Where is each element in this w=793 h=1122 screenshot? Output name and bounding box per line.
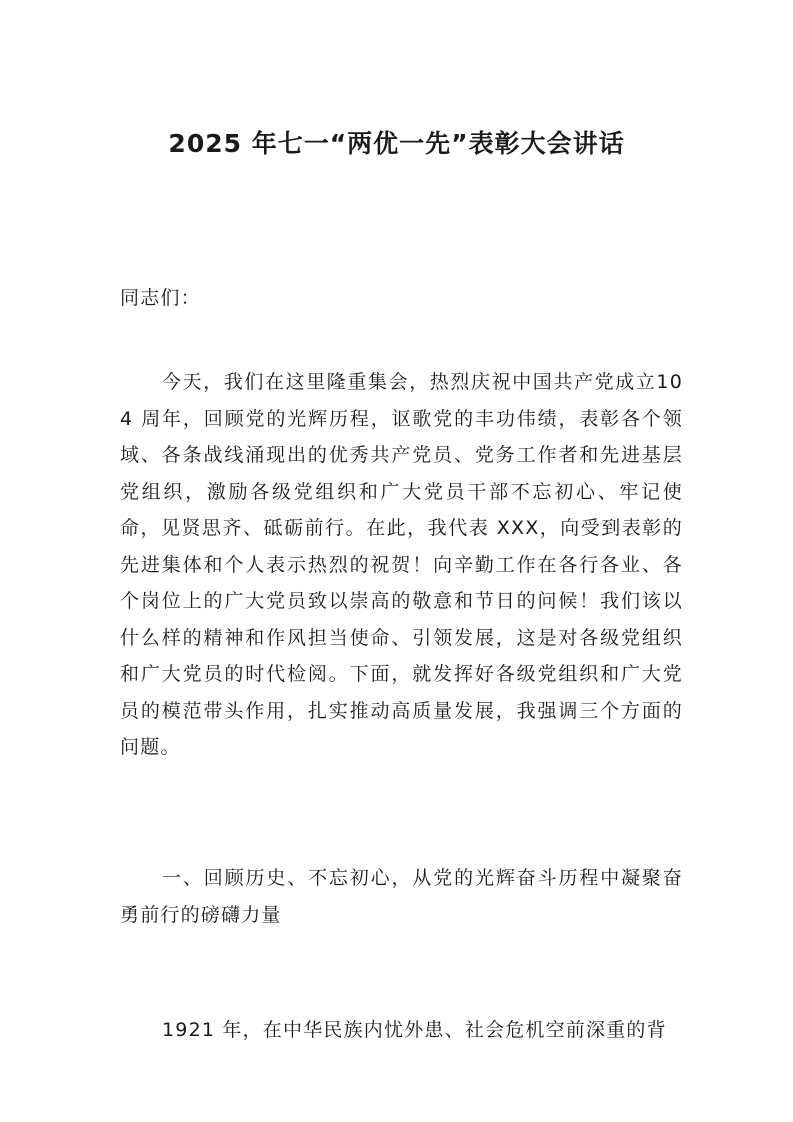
salutation: 同志们：: [120, 287, 201, 309]
paragraph-opening: 今天，我们在这里隆重集会，热烈庆祝中国共产党成立104 周年，回顾党的光辉历程，讴歌党的丰功伟绩，表彰各个领域、各条战线涌现出的优秀共产党员、党务工作者和先进基层党组织，激励各级党组织和广大党员干部不忘初心、牢记使命，见贤思齐、砥砺前行。在此，我代表 XXX，向受到表彰的先进集体和个人表示热烈的祝贺！向辛勤工作在各行各业、各个岗位上的广大党员致以崇高的敬意和节日的问候！我们该以什么样的精神和作风担当使命、引领发展，这是对各级党组织和广大党员的时代检阅。下面，就发挥好各级党组织和广大党员的模范带头作用，扎实推动高质量发展，我强调三个方面的问题。: [120, 371, 683, 758]
paragraph-history: 1921 年，在中华民族内忧外患、社会危机空前深重的背: [162, 1019, 667, 1041]
document-title: 2025 年七一“两优一先”表彰大会讲话: [168, 129, 625, 158]
section-heading-1: 一、回顾历史、不忘初心，从党的光辉奋斗历程中凝聚奋勇前行的磅礴力量: [120, 867, 683, 926]
